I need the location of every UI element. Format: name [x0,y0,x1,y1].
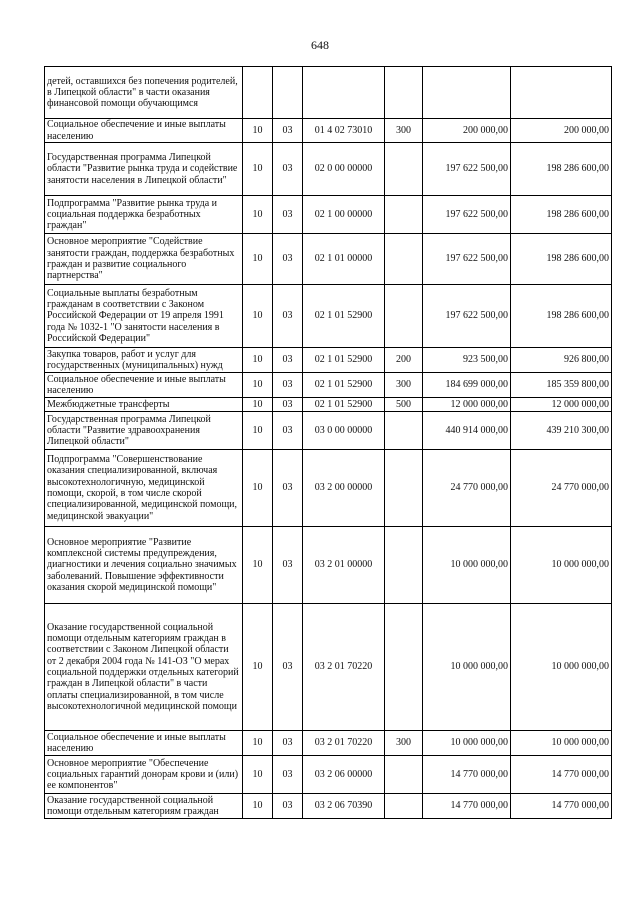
row-section: 10 [243,398,273,412]
row-sum-2: 198 286 600,00 [511,285,612,348]
table-row [45,67,612,119]
row-name: Подпрограмма "Совершенствование оказания специализированной, включая высокотехнологичную, медицинской помощи, скорой, в том числе скорой специализированной, медицинской помощи, медицинской эвакуации" [45,450,243,527]
row-sum-2: 10 000 000,00 [511,604,612,731]
row-name: Межбюджетные трансферты [45,398,243,412]
row-sum-2: 198 286 600,00 [511,143,612,196]
row-sum-2: 439 210 300,00 [511,412,612,450]
row-expense-type [385,756,423,794]
row-section: 10 [243,527,273,604]
row-section: 10 [243,143,273,196]
row-sum-2: 24 770 000,00 [511,450,612,527]
row-sum-1: 923 500,00 [423,348,511,373]
row-expense-type [385,143,423,196]
row-sum-2: 10 000 000,00 [511,731,612,756]
row-name: Основное мероприятие "Содействие занятости граждан, поддержка безработных граждан и развитие социального партнерства" [45,234,243,285]
row-target-article: 03 2 06 70390 [303,794,385,819]
row-name: Оказание государственной социальной помощи отдельным категориям граждан в соответствии с Законом Липецкой области от 2 декабря 2004 года № 141-ОЗ "О мерах социальной поддержки отдельных категорий граждан в Липецкой области" в части оплаты специализированной, в том числе высокотехнологичной медицинской помощи [45,604,243,731]
row-target-article: 01 4 02 73010 [303,119,385,143]
row-sum-2: 926 800,00 [511,348,612,373]
row-target-article: 03 2 00 00000 [303,450,385,527]
row-target-article: 02 1 01 52900 [303,373,385,398]
row-subsection: 03 [273,412,303,450]
row-expense-type [385,285,423,348]
row-subsection: 03 [273,373,303,398]
row-expense-type [385,604,423,731]
table-row [45,398,612,412]
row-subsection: 03 [273,119,303,143]
table-row [45,119,612,143]
row-target-article: 02 1 00 00000 [303,196,385,234]
table-row [45,731,612,756]
row-sum-2: 198 286 600,00 [511,196,612,234]
row-subsection: 03 [273,143,303,196]
row-subsection: 03 [273,756,303,794]
row-section: 10 [243,348,273,373]
row-section: 10 [243,285,273,348]
table-row [45,234,612,285]
row-sum-1: 440 914 000,00 [423,412,511,450]
row-target-article: 03 2 01 00000 [303,527,385,604]
row-sum-1: 200 000,00 [423,119,511,143]
row-sum-2 [511,67,612,119]
row-name: Социальные выплаты безработным гражданам в соответствии с Законом Российской Федерации от 19 апреля 1991 года № 1032-1 "О занятости населения в Российской Федерации" [45,285,243,348]
row-subsection [273,67,303,119]
table-row [45,196,612,234]
row-subsection: 03 [273,794,303,819]
row-subsection: 03 [273,450,303,527]
row-sum-1: 197 622 500,00 [423,143,511,196]
table-row [45,450,612,527]
row-name: Социальное обеспечение и иные выплаты населению [45,373,243,398]
row-section: 10 [243,373,273,398]
row-expense-type [385,794,423,819]
row-expense-type [385,412,423,450]
row-section: 10 [243,450,273,527]
row-expense-type: 300 [385,373,423,398]
row-sum-2: 14 770 000,00 [511,756,612,794]
row-section: 10 [243,196,273,234]
row-subsection: 03 [273,527,303,604]
row-target-article: 02 1 01 52900 [303,285,385,348]
row-target-article: 02 1 01 52900 [303,348,385,373]
row-sum-1: 14 770 000,00 [423,756,511,794]
row-expense-type: 300 [385,119,423,143]
row-subsection: 03 [273,731,303,756]
row-sum-2: 10 000 000,00 [511,527,612,604]
row-section: 10 [243,756,273,794]
row-sum-1: 10 000 000,00 [423,527,511,604]
row-sum-1: 197 622 500,00 [423,234,511,285]
row-name: Социальное обеспечение и иные выплаты населению [45,731,243,756]
row-subsection: 03 [273,196,303,234]
row-sum-1: 14 770 000,00 [423,794,511,819]
row-section: 10 [243,234,273,285]
row-sum-1: 24 770 000,00 [423,450,511,527]
table-row [45,756,612,794]
row-subsection: 03 [273,348,303,373]
row-subsection: 03 [273,234,303,285]
table-row [45,527,612,604]
row-sum-1 [423,67,511,119]
row-expense-type [385,196,423,234]
row-name: Социальное обеспечение и иные выплаты населению [45,119,243,143]
row-sum-1: 10 000 000,00 [423,604,511,731]
row-target-article: 03 0 00 00000 [303,412,385,450]
row-subsection: 03 [273,398,303,412]
row-sum-1: 10 000 000,00 [423,731,511,756]
row-target-article: 03 2 01 70220 [303,604,385,731]
row-expense-type: 500 [385,398,423,412]
row-section: 10 [243,731,273,756]
row-section: 10 [243,794,273,819]
row-expense-type: 200 [385,348,423,373]
row-sum-2: 200 000,00 [511,119,612,143]
row-sum-2: 12 000 000,00 [511,398,612,412]
table-row [45,412,612,450]
row-target-article: 03 2 01 70220 [303,731,385,756]
row-expense-type: 300 [385,731,423,756]
row-section [243,67,273,119]
table-row [45,604,612,731]
row-name: Подпрограмма "Развитие рынка труда и социальная поддержка безработных граждан" [45,196,243,234]
row-name: Закупка товаров, работ и услуг для государственных (муниципальных) нужд [45,348,243,373]
row-sum-2: 14 770 000,00 [511,794,612,819]
row-sum-1: 12 000 000,00 [423,398,511,412]
row-expense-type [385,527,423,604]
page-number: 648 [311,38,329,52]
row-sum-1: 184 699 000,00 [423,373,511,398]
row-expense-type [385,234,423,285]
row-section: 10 [243,119,273,143]
table-row [45,794,612,819]
row-name: детей, оставшихся без попечения родителей, в Липецкой области" в части оказания финансовой помощи обучающимся [45,67,243,119]
row-name: Основное мероприятие "Обеспечение социальных гарантий донорам крови и (или) ее компонентов" [45,756,243,794]
row-name: Оказание государственной социальной помощи отдельным категориям граждан [45,794,243,819]
table-row [45,348,612,373]
row-target-article: 02 0 00 00000 [303,143,385,196]
table-row [45,373,612,398]
row-sum-1: 197 622 500,00 [423,285,511,348]
row-section: 10 [243,604,273,731]
row-name: Государственная программа Липецкой области "Развитие здравоохранения Липецкой области" [45,412,243,450]
row-target-article [303,67,385,119]
table-row [45,143,612,196]
row-expense-type [385,450,423,527]
row-section: 10 [243,412,273,450]
table-row [45,285,612,348]
row-name: Основное мероприятие "Развитие комплексной системы предупреждения, диагностики и лечения социально значимых заболеваний. Повышение эффективности оказания скорой медицинской помощи" [45,527,243,604]
row-expense-type [385,67,423,119]
row-subsection: 03 [273,285,303,348]
row-target-article: 02 1 01 52900 [303,398,385,412]
row-target-article: 03 2 06 00000 [303,756,385,794]
row-sum-2: 185 359 800,00 [511,373,612,398]
row-subsection: 03 [273,604,303,731]
row-sum-2: 198 286 600,00 [511,234,612,285]
row-sum-1: 197 622 500,00 [423,196,511,234]
row-name: Государственная программа Липецкой области "Развитие рынка труда и содействие занятости населения в Липецкой области" [45,143,243,196]
row-target-article: 02 1 01 00000 [303,234,385,285]
budget-table [44,66,612,819]
